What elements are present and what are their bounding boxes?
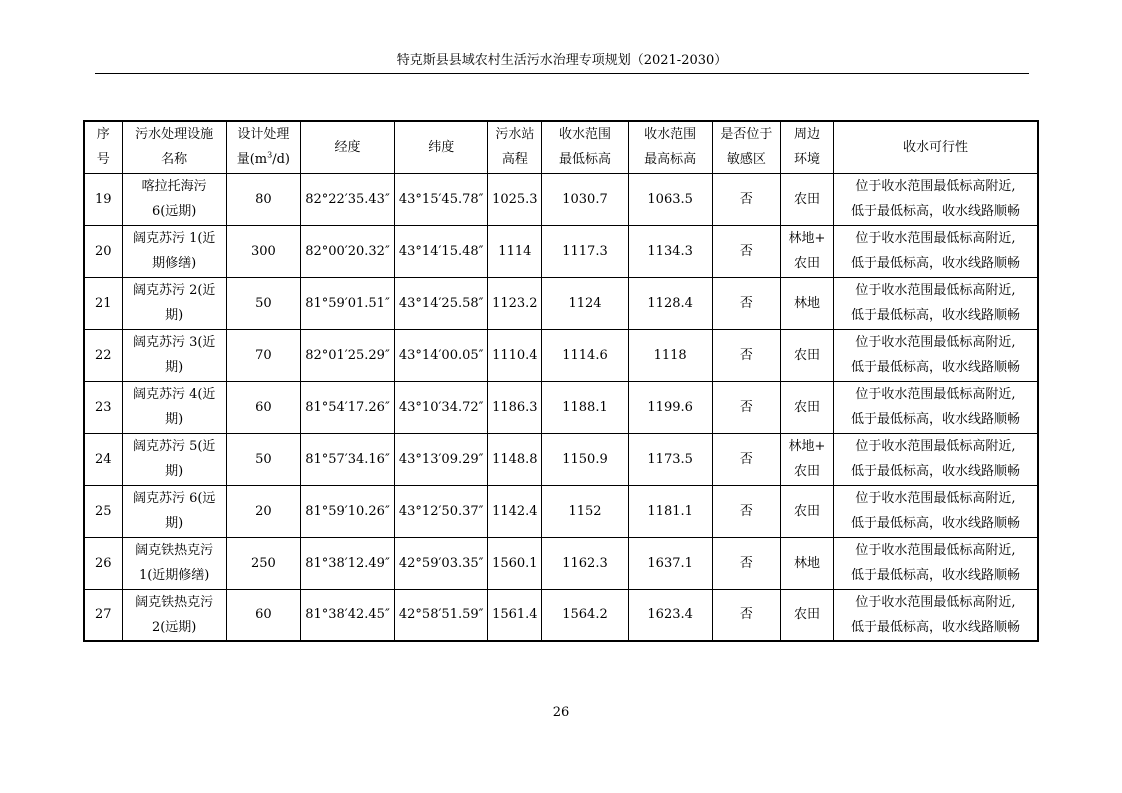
- cell-seq: 21: [84, 277, 122, 329]
- cell-feasibility: 位于收水范围最低标高附近, 低于最低标高，收水线路顺畅: [834, 485, 1039, 537]
- cell-feasibility: 位于收水范围最低标高附近, 低于最低标高，收水线路顺畅: [834, 173, 1039, 225]
- cell-min-elevation: 1114.6: [542, 329, 628, 381]
- page-header-title: 特克斯县县域农村生活污水治理专项规划（2021-2030）: [396, 53, 728, 68]
- cell-latitude: 43°14′25.58″: [395, 277, 488, 329]
- cell-feasibility: 位于收水范围最低标高附近, 低于最低标高，收水线路顺畅: [834, 277, 1039, 329]
- cell-name: 阔克苏污 4(近 期): [122, 381, 226, 433]
- cell-elevation: 1186.3: [488, 381, 542, 433]
- cell-latitude: 43°13′09.29″: [395, 433, 488, 485]
- cell-capacity: 80: [226, 173, 300, 225]
- table-row: [84, 433, 1038, 485]
- cell-name: 阔克苏污 6(远 期): [122, 485, 226, 537]
- table-row: [84, 329, 1038, 381]
- cell-feasibility: 位于收水范围最低标高附近, 低于最低标高，收水线路顺畅: [834, 589, 1039, 641]
- table-row: [84, 173, 1038, 225]
- header-max-elevation: 收水范围 最高标高: [628, 121, 712, 173]
- cell-sensitive: 否: [712, 329, 780, 381]
- cell-min-elevation: 1030.7: [542, 173, 628, 225]
- cell-latitude: 43°12′50.37″: [395, 485, 488, 537]
- cell-environment: 农田: [780, 485, 833, 537]
- table-row: [84, 381, 1038, 433]
- cell-feasibility: 位于收水范围最低标高附近, 低于最低标高，收水线路顺畅: [834, 381, 1039, 433]
- cell-seq: 23: [84, 381, 122, 433]
- cell-name: 阔克苏污 1(近 期修缮): [122, 225, 226, 277]
- cell-sensitive: 否: [712, 277, 780, 329]
- header-sensitive: 是否位于 敏感区: [712, 121, 780, 173]
- cell-name: 阔克苏污 5(近 期): [122, 433, 226, 485]
- cell-seq: 20: [84, 225, 122, 277]
- cell-sensitive: 否: [712, 225, 780, 277]
- cell-max-elevation: 1134.3: [628, 225, 712, 277]
- cell-capacity: 50: [226, 433, 300, 485]
- cell-environment: 农田: [780, 381, 833, 433]
- table-row: [84, 485, 1038, 537]
- cell-sensitive: 否: [712, 485, 780, 537]
- cell-seq: 19: [84, 173, 122, 225]
- cell-longitude: 81°54′17.26″: [300, 381, 394, 433]
- cell-capacity: 70: [226, 329, 300, 381]
- table-row: [84, 537, 1038, 589]
- cell-min-elevation: 1150.9: [542, 433, 628, 485]
- cell-min-elevation: 1564.2: [542, 589, 628, 641]
- cell-capacity: 60: [226, 589, 300, 641]
- cell-feasibility: 位于收水范围最低标高附近, 低于最低标高，收水线路顺畅: [834, 225, 1039, 277]
- header-feasibility: 收水可行性: [834, 121, 1039, 173]
- cell-environment: 农田: [780, 173, 833, 225]
- cell-feasibility: 位于收水范围最低标高附近, 低于最低标高，收水线路顺畅: [834, 433, 1039, 485]
- cell-min-elevation: 1152: [542, 485, 628, 537]
- cell-seq: 22: [84, 329, 122, 381]
- cell-elevation: 1025.3: [488, 173, 542, 225]
- facility-table: [83, 120, 1039, 642]
- cell-elevation: 1110.4: [488, 329, 542, 381]
- cell-seq: 25: [84, 485, 122, 537]
- cell-max-elevation: 1063.5: [628, 173, 712, 225]
- cell-environment: 林地: [780, 277, 833, 329]
- cell-latitude: 43°15′45.78″: [395, 173, 488, 225]
- cell-seq: 26: [84, 537, 122, 589]
- cell-elevation: 1561.4: [488, 589, 542, 641]
- cell-max-elevation: 1173.5: [628, 433, 712, 485]
- cell-latitude: 42°58′51.59″: [395, 589, 488, 641]
- cell-sensitive: 否: [712, 537, 780, 589]
- cell-capacity: 300: [226, 225, 300, 277]
- cell-name: 阔克苏污 2(近 期): [122, 277, 226, 329]
- cell-latitude: 43°14′00.05″: [395, 329, 488, 381]
- cell-max-elevation: 1181.1: [628, 485, 712, 537]
- cell-max-elevation: 1637.1: [628, 537, 712, 589]
- cell-longitude: 81°59′10.26″: [300, 485, 394, 537]
- header-capacity: 设计处理 量$(m^3/d)$: [226, 121, 300, 173]
- header-min-elevation: 收水范围 最低标高: [542, 121, 628, 173]
- cell-longitude: 82°00′20.32″: [300, 225, 394, 277]
- header-longitude: 经度: [300, 121, 394, 173]
- cell-environment: 林地: [780, 537, 833, 589]
- cell-feasibility: 位于收水范围最低标高附近, 低于最低标高，收水线路顺畅: [834, 329, 1039, 381]
- cell-longitude: 81°57′34.16″: [300, 433, 394, 485]
- table-header-row: [84, 121, 1038, 173]
- cell-name: 阔克铁热克污 2(远期): [122, 589, 226, 641]
- table-row: [84, 277, 1038, 329]
- cell-elevation: 1560.1: [488, 537, 542, 589]
- cell-elevation: 1148.8: [488, 433, 542, 485]
- cell-latitude: 43°14′15.48″: [395, 225, 488, 277]
- cell-max-elevation: 1118: [628, 329, 712, 381]
- cell-feasibility: 位于收水范围最低标高附近, 低于最低标高，收水线路顺畅: [834, 537, 1039, 589]
- cell-max-elevation: 1623.4: [628, 589, 712, 641]
- cell-name: 喀拉托海污 6(远期): [122, 173, 226, 225]
- cell-longitude: 81°59′01.51″: [300, 277, 394, 329]
- cell-max-elevation: 1199.6: [628, 381, 712, 433]
- cell-name: 阔克苏污 3(近 期): [122, 329, 226, 381]
- cell-capacity: 50: [226, 277, 300, 329]
- cell-name: 阔克铁热克污 1(近期修缮): [122, 537, 226, 589]
- cell-max-elevation: 1128.4: [628, 277, 712, 329]
- cell-environment: 农田: [780, 589, 833, 641]
- page-number: 26: [552, 705, 570, 720]
- cell-sensitive: 否: [712, 433, 780, 485]
- cell-sensitive: 否: [712, 589, 780, 641]
- header-environment: 周边 环境: [780, 121, 833, 173]
- cell-min-elevation: 1117.3: [542, 225, 628, 277]
- cell-min-elevation: 1124: [542, 277, 628, 329]
- cell-latitude: 43°10′34.72″: [395, 381, 488, 433]
- cell-environment: 林地+ 农田: [780, 433, 833, 485]
- cell-longitude: 81°38′12.49″: [300, 537, 394, 589]
- table-row: [84, 589, 1038, 641]
- cell-capacity: 60: [226, 381, 300, 433]
- cell-seq: 24: [84, 433, 122, 485]
- cell-capacity: 20: [226, 485, 300, 537]
- cell-environment: 农田: [780, 329, 833, 381]
- header-name: 污水处理设施 名称: [122, 121, 226, 173]
- cell-elevation: 1114: [488, 225, 542, 277]
- header-elevation: 污水站 高程: [488, 121, 542, 173]
- cell-min-elevation: 1162.3: [542, 537, 628, 589]
- cell-environment: 林地+ 农田: [780, 225, 833, 277]
- cell-sensitive: 否: [712, 173, 780, 225]
- cell-capacity: 250: [226, 537, 300, 589]
- table-row: [84, 225, 1038, 277]
- header-latitude: 纬度: [395, 121, 488, 173]
- cell-longitude: 82°22′35.43″: [300, 173, 394, 225]
- header-divider: [95, 73, 1029, 74]
- cell-elevation: 1123.2: [488, 277, 542, 329]
- cell-sensitive: 否: [712, 381, 780, 433]
- cell-longitude: 82°01′25.29″: [300, 329, 394, 381]
- cell-latitude: 42°59′03.35″: [395, 537, 488, 589]
- header-seq: 序 号: [84, 121, 122, 173]
- cell-elevation: 1142.4: [488, 485, 542, 537]
- cell-min-elevation: 1188.1: [542, 381, 628, 433]
- cell-seq: 27: [84, 589, 122, 641]
- cell-longitude: 81°38′42.45″: [300, 589, 394, 641]
